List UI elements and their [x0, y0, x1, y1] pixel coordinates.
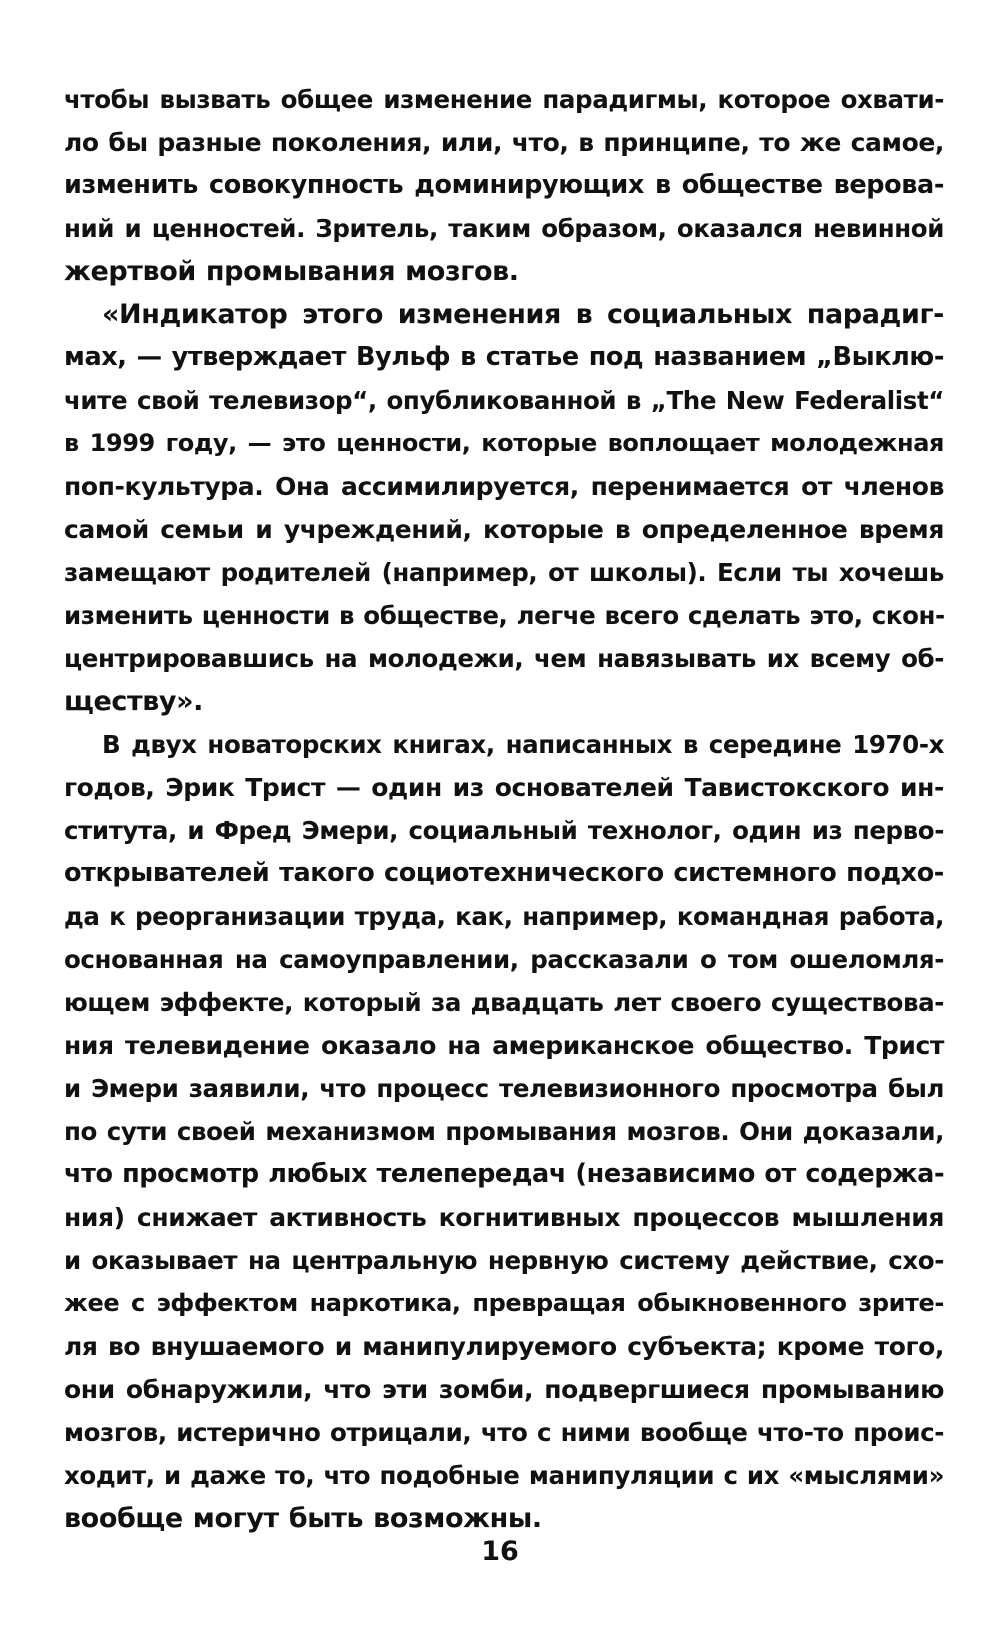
- text-line: мозгов, истерично отрицали, что с ними вообще что-то проис-: [64, 1418, 944, 1447]
- text-line: вообще могут быть возможны.: [64, 1503, 542, 1534]
- text-line: годов, Эрик Трист — один из основателей Тавистокского ин-: [64, 773, 944, 802]
- paragraph: [64, 78, 944, 293]
- text-line: чите свой телевизор“, опубликованной в „The New Federalist“: [64, 386, 944, 415]
- text-line: чтобы вызвать общее изменение парадигмы, которое охвати-: [64, 85, 944, 114]
- text-line: замещают родителей (например, от школы). Если ты хочешь: [64, 558, 944, 587]
- text-line: жертвой промывания мозгов.: [64, 256, 519, 287]
- text-line: ющем эффекте, который за двадцать лет своего существова-: [64, 988, 944, 1017]
- text-line: центрировавшись на молодежи, чем навязывать их всему об-: [64, 644, 944, 673]
- paragraph: [64, 723, 944, 1540]
- text-line: основанная на самоуправлении, рассказали о том ошеломля-: [64, 945, 944, 974]
- text-line: в 1999 году, — это ценности, которые воплощает молодежная: [64, 429, 944, 457]
- text-line: да к реорганизации труда, как, например, командная работа,: [64, 902, 944, 931]
- text-line: самой семьи и учреждений, которые в определенное время: [64, 515, 944, 544]
- text-line: ля во внушаемого и манипулируемого субъекта; кроме того,: [64, 1332, 944, 1361]
- text-line: и Эмери заявили, что процесс телевизионного просмотра был: [64, 1074, 944, 1103]
- text-line: по сути своей механизмом промывания мозгов. Они доказали,: [64, 1117, 944, 1146]
- text-line: поп-культура. Она ассимилируется, перенимается от членов: [64, 472, 944, 501]
- text-line: что просмотр любых телепередач (независимо от содержа-: [64, 1159, 945, 1189]
- text-line: ществу».: [64, 686, 203, 717]
- body-text: [64, 78, 944, 1540]
- text-line: изменить ценности в обществе, легче всего сделать это, скон-: [64, 601, 945, 630]
- text-line: мах, — утверждает Вульф в статье под названием „Выклю-: [64, 342, 944, 372]
- text-line: они обнаружили, что эти зомби, подвергшиеся промыванию: [64, 1375, 944, 1404]
- text-line: ститута, и Фред Эмери, социальный технолог, один из перво-: [64, 816, 944, 845]
- text-line: изменить совокупность доминирующих в обществе верова-: [64, 170, 944, 200]
- text-line: ний и ценностей. Зритель, таким образом, оказался невинной: [64, 214, 944, 243]
- text-line: ния телевидение оказало на американское общество. Трист: [64, 1031, 944, 1060]
- text-line: и оказывает на центральную нервную систему действие, схо-: [64, 1246, 944, 1275]
- text-line: ния) снижает активность когнитивных процессов мышления: [64, 1203, 944, 1232]
- text-line: ходит, и даже то, что подобные манипуляции с их «мыслями»: [64, 1461, 944, 1490]
- paragraph: [64, 293, 944, 723]
- text-line: В двух новаторских книгах, написанных в середине 1970-х: [102, 730, 944, 759]
- text-line: ло бы разные поколения, или, что, в принципе, то же самое,: [64, 128, 944, 157]
- text-line: «Индикатор этого изменения в социальных парадиг-: [102, 299, 944, 330]
- page-number: 16: [481, 1536, 519, 1567]
- text-line: открывателей такого социотехнического системного подхо-: [64, 858, 944, 888]
- text-line: жее с эффектом наркотика, превращая обыкновенного зрите-: [64, 1289, 944, 1317]
